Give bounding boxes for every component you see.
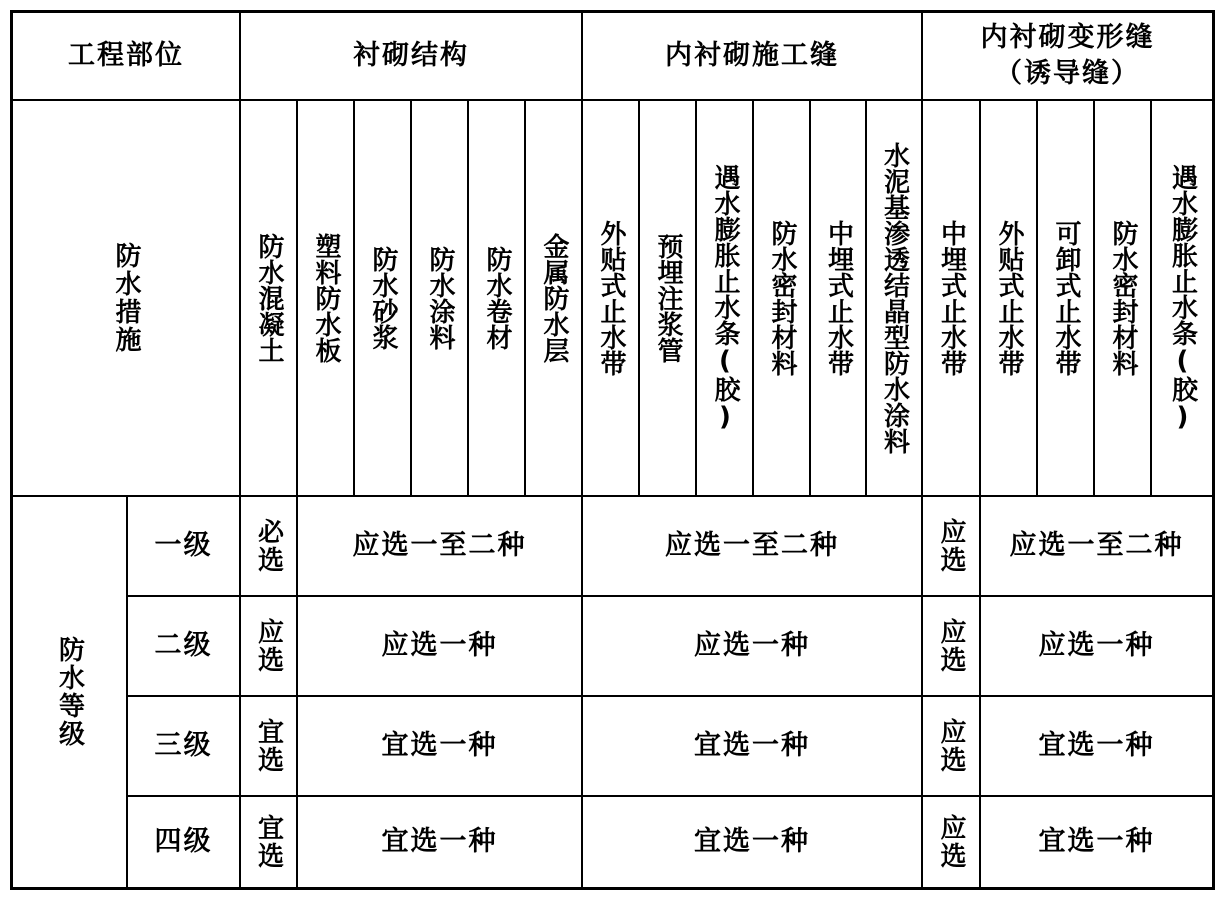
measure-deformation-1: 中埋式止水带 <box>923 101 981 497</box>
measure-construction-5: 中埋式止水带 <box>811 101 867 497</box>
measure-deformation-5: 遇水膨胀止水条(胶) <box>1152 101 1212 497</box>
measure-lining-5: 防水卷材 <box>469 101 526 497</box>
grade-label: 防水等级 <box>13 497 128 887</box>
measure-lining-3: 防水砂浆 <box>355 101 412 497</box>
grade-row-1-construction: 应选一至二种 <box>583 497 923 597</box>
grade-row-2-deformation: 应选一种 <box>981 597 1212 697</box>
header-inner-construction-joint: 内衬砌施工缝 <box>583 13 923 101</box>
header-engineering-part: 工程部位 <box>13 13 241 101</box>
grade-row-2-construction: 应选一种 <box>583 597 923 697</box>
grade-row-4-label: 四级 <box>128 797 241 887</box>
measure-construction-6: 水泥基渗透结晶型防水涂料 <box>867 101 923 497</box>
grade-row-2-label: 二级 <box>128 597 241 697</box>
measure-construction-2: 预埋注浆管 <box>640 101 697 497</box>
measure-deformation-4: 防水密封材料 <box>1095 101 1152 497</box>
grade-row-2-embedded: 应选 <box>923 597 981 697</box>
measure-lining-6: 金属防水层 <box>526 101 583 497</box>
measure-deformation-3: 可卸式止水带 <box>1038 101 1095 497</box>
grade-row-4-deformation: 宜选一种 <box>1038 826 1155 857</box>
grade-row-3-label: 三级 <box>128 697 241 797</box>
measure-lining-1: 防水混凝土 <box>241 101 298 497</box>
grade-row-1-label: 一级 <box>128 497 241 597</box>
grade-row-2-concrete: 应选 <box>241 597 298 697</box>
grade-row-4-lining: 宜选一种 <box>298 797 583 887</box>
grade-row-4-embedded: 应选 <box>923 797 981 887</box>
measure-lining-2: 塑料防水板 <box>298 101 355 497</box>
grade-row-3-concrete: 宜选 <box>241 697 298 797</box>
measure-construction-4: 防水密封材料 <box>754 101 811 497</box>
grade-row-3-lining: 宜选一种 <box>298 697 583 797</box>
measures-label: 防水措施 <box>13 101 241 497</box>
grade-row-1-deformation: 应选一至二种 <box>981 497 1212 597</box>
grade-row-2-lining: 应选一种 <box>298 597 583 697</box>
header-inner-deformation-joint: 内衬砌变形缝（诱导缝） <box>923 13 1212 101</box>
waterproofing-table <box>10 10 1215 890</box>
grade-row-1-embedded: 应选 <box>923 497 981 597</box>
grade-row-3-deformation: 宜选一种 <box>981 697 1212 797</box>
measure-lining-4: 防水涂料 <box>412 101 469 497</box>
grade-row-1-lining: 应选一至二种 <box>298 497 583 597</box>
header-lining-structure: 衬砌结构 <box>241 13 583 101</box>
grade-row-3-construction: 宜选一种 <box>583 697 923 797</box>
grade-row-4-construction: 宜选一种 <box>583 797 923 887</box>
grade-row-3-embedded: 应选 <box>923 697 981 797</box>
grade-row-1-concrete: 必选 <box>241 497 298 597</box>
measure-deformation-2: 外贴式止水带 <box>981 101 1038 497</box>
measure-construction-1: 外贴式止水带 <box>583 101 640 497</box>
grade-row-4-concrete: 宜选 <box>241 797 298 887</box>
measure-construction-3: 遇水膨胀止水条(胶) <box>697 101 754 497</box>
